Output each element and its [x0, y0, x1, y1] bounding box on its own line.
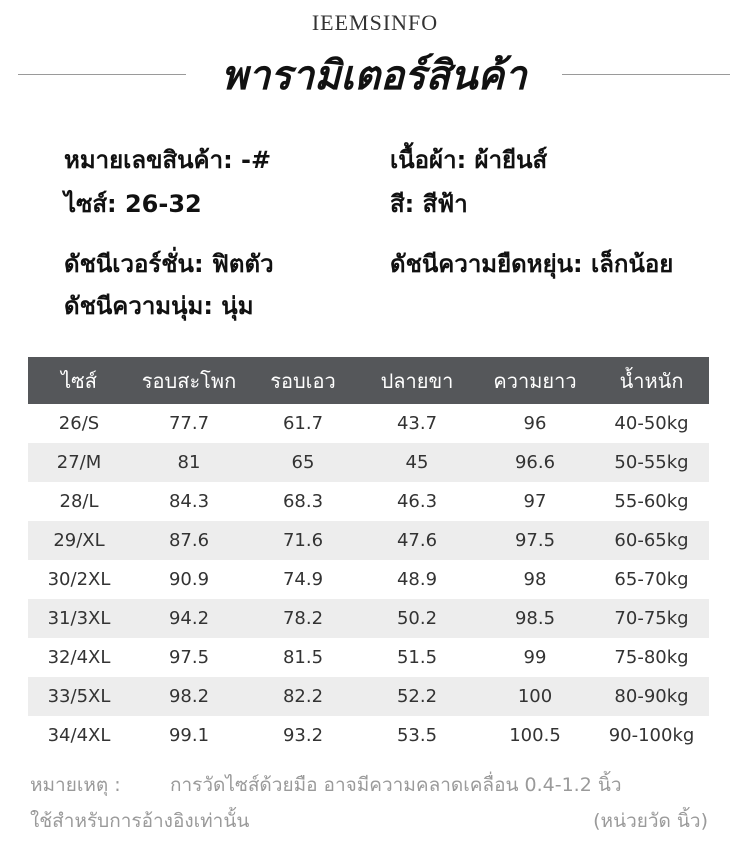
spec-product-code: หมายเลขสินค้า: -#	[64, 146, 272, 174]
cell-hip: 97.5	[168, 647, 210, 668]
cell-leg-opening: 51.5	[396, 647, 438, 668]
cell-leg-opening: 46.3	[396, 491, 438, 512]
cell-hip: 77.7	[168, 413, 210, 434]
note-reference: ใช้สำหรับการอ้างอิงเท่านั้น	[30, 810, 250, 832]
header-size: ไซส์	[28, 357, 130, 404]
cell-length: 98.5	[476, 599, 594, 638]
cell-size: 32/4XL	[47, 647, 111, 668]
table-row	[28, 404, 709, 443]
cell-size: 28/L	[59, 491, 99, 512]
cell-hip: 84.3	[168, 491, 210, 512]
cell-size: 29/XL	[28, 521, 130, 560]
cell-hip: 99.1	[168, 725, 210, 746]
header-hip: รอบสะโพก	[130, 357, 248, 404]
cell-weight: 40-50kg	[614, 413, 689, 434]
cell-length: 99	[523, 647, 547, 668]
cell-leg-opening: 45	[358, 443, 476, 482]
title-rule-right	[562, 74, 730, 75]
note-unit: (หน่วยวัด นิ้ว)	[593, 810, 708, 832]
cell-length: 98	[523, 569, 547, 590]
cell-leg-opening: 47.6	[358, 521, 476, 560]
cell-waist: 68.3	[282, 491, 324, 512]
cell-weight: 90-100kg	[608, 725, 695, 746]
cell-hip: 98.2	[130, 677, 248, 716]
cell-weight: 60-65kg	[594, 521, 709, 560]
cell-weight: 55-60kg	[614, 491, 689, 512]
note-text: การวัดไซส์ด้วยมือ อาจมีความคลาดเคลื่อน 0.4-1.2 นิ้ว	[170, 774, 622, 796]
cell-weight: 75-80kg	[614, 647, 689, 668]
header-weight: น้ำหนัก	[594, 357, 709, 404]
cell-size: 26/S	[58, 413, 100, 434]
cell-waist: 78.2	[248, 599, 358, 638]
header-waist: รอบเอว	[248, 357, 358, 404]
cell-length: 97.5	[476, 521, 594, 560]
header-length: ความยาว	[476, 357, 594, 404]
note-label: หมายเหตุ :	[30, 774, 121, 796]
cell-size: 30/2XL	[47, 569, 111, 590]
cell-leg-opening: 48.9	[396, 569, 438, 590]
table-row	[28, 482, 709, 521]
spec-stretch: ดัชนีความยืดหยุ่น: เล็กน้อย	[390, 250, 674, 278]
cell-length: 100	[476, 677, 594, 716]
cell-waist: 81.5	[282, 647, 324, 668]
brand-name: IEEMSINFO	[311, 10, 439, 35]
table-row	[28, 677, 709, 716]
page-title: พารามิเตอร์สินค้า	[221, 53, 527, 99]
cell-length: 97	[523, 491, 547, 512]
table-row	[28, 521, 709, 560]
cell-weight: 65-70kg	[614, 569, 689, 590]
cell-waist: 65	[248, 443, 358, 482]
cell-leg-opening: 52.2	[358, 677, 476, 716]
cell-waist: 93.2	[282, 725, 324, 746]
size-table-header	[28, 357, 709, 404]
cell-leg-opening: 50.2	[358, 599, 476, 638]
table-row	[28, 638, 709, 677]
cell-hip: 87.6	[130, 521, 248, 560]
cell-hip: 81	[130, 443, 248, 482]
title-row	[0, 48, 750, 104]
spec-softness: ดัชนีความนุ่ม: นุ่ม	[64, 292, 254, 320]
table-row	[28, 599, 709, 638]
table-row	[28, 716, 709, 755]
cell-length: 96.6	[476, 443, 594, 482]
cell-hip: 90.9	[168, 569, 210, 590]
cell-waist: 71.6	[248, 521, 358, 560]
cell-leg-opening: 53.5	[396, 725, 438, 746]
cell-length: 96	[523, 413, 547, 434]
title-rule-left	[18, 74, 186, 75]
cell-waist: 61.7	[282, 413, 324, 434]
header-leg-opening: ปลายขา	[358, 357, 476, 404]
table-row	[28, 443, 709, 482]
cell-hip: 94.2	[130, 599, 248, 638]
cell-waist: 82.2	[248, 677, 358, 716]
spec-fit: ดัชนีเวอร์ชั่น: ฟิตตัว	[64, 250, 274, 278]
cell-size: 27/M	[28, 443, 130, 482]
cell-length: 100.5	[509, 725, 561, 746]
cell-waist: 74.9	[282, 569, 324, 590]
cell-size: 33/5XL	[28, 677, 130, 716]
spec-fabric: เนื้อผ้า: ผ้ายีนส์	[390, 146, 548, 174]
cell-leg-opening: 43.7	[396, 413, 438, 434]
cell-size: 34/4XL	[47, 725, 111, 746]
cell-weight: 80-90kg	[594, 677, 709, 716]
spec-size: ไซส์: 26-32	[64, 190, 202, 218]
cell-weight: 70-75kg	[594, 599, 709, 638]
cell-weight: 50-55kg	[594, 443, 709, 482]
spec-color: สี: สีฟ้า	[390, 190, 468, 218]
cell-size: 31/3XL	[28, 599, 130, 638]
table-row	[28, 560, 709, 599]
size-table	[28, 357, 709, 755]
